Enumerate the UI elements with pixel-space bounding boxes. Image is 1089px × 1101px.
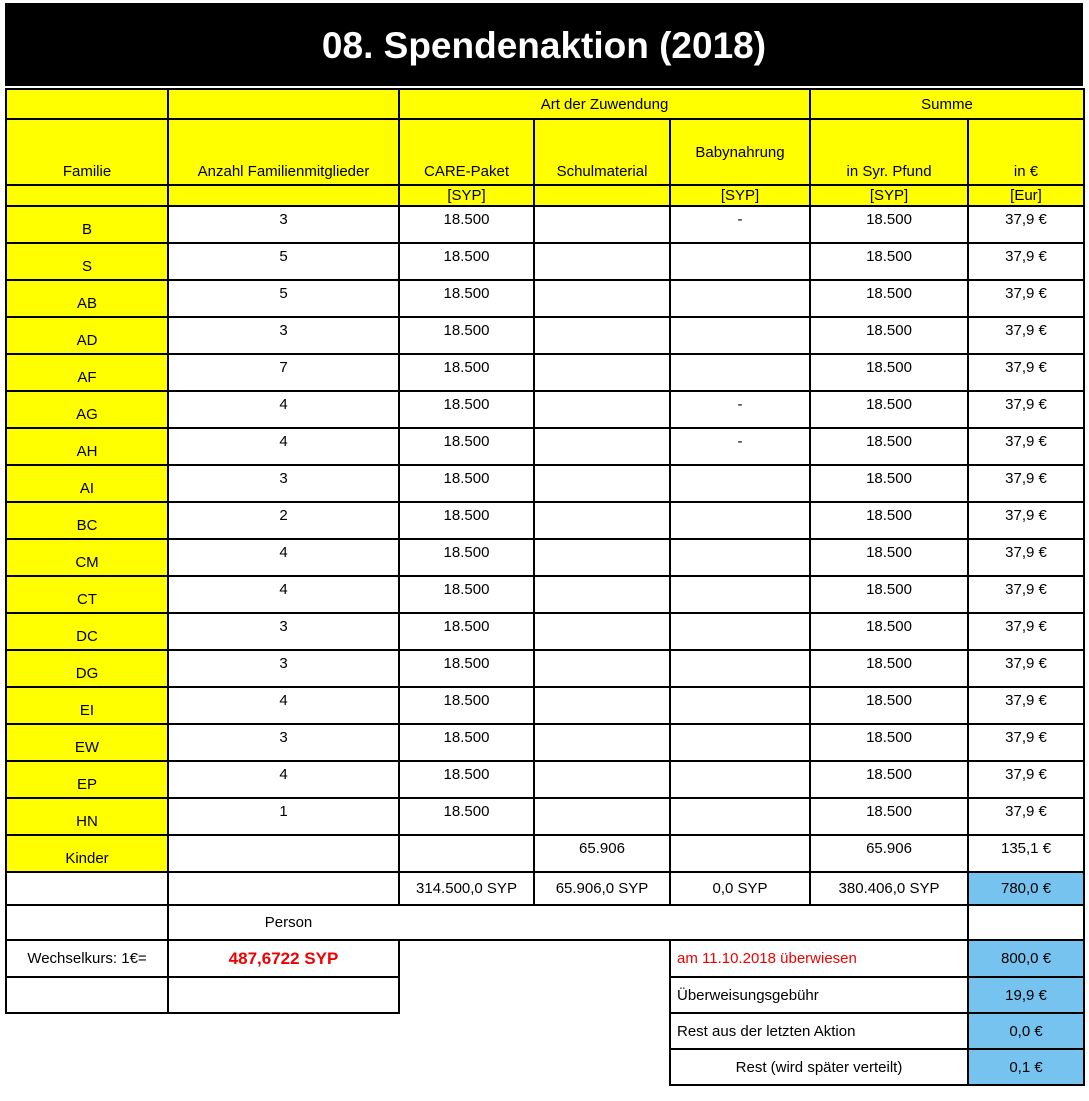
eur-cell: 37,9 € [968,206,1084,243]
eur-cell: 37,9 € [968,539,1084,576]
summary-row [6,977,1084,1013]
members-cell: 3 [168,206,399,243]
baby-cell [670,687,810,724]
eur-cell: 37,9 € [968,354,1084,391]
exchange-label: Wechselkurs: 1€= [6,940,168,977]
exchange-value: 487,6722 SYP [168,940,399,977]
family-cell: B [6,206,168,243]
care-cell: 18.500 [399,502,534,539]
family-cell: EI [6,687,168,724]
baby-cell [670,502,810,539]
baby-cell [670,243,810,280]
total-pfund: 380.406,0 SYP [810,872,968,905]
exchange-row [6,940,1084,977]
pfund-cell: 18.500 [810,317,968,354]
family-cell: S [6,243,168,280]
eur-cell: 37,9 € [968,687,1084,724]
summary-label-gebuehr: Überweisungsgebühr [670,977,968,1013]
baby-cell [670,280,810,317]
spacer-cell [168,977,399,1013]
eur-cell: 37,9 € [968,280,1084,317]
spacer-cell [534,185,670,206]
members-cell: 3 [168,724,399,761]
members-cell: 3 [168,650,399,687]
baby-cell: - [670,391,810,428]
pfund-cell: 18.500 [810,428,968,465]
baby-cell [670,761,810,798]
schul-cell [534,465,670,502]
pfund-cell: 18.500 [810,206,968,243]
table-row [6,354,1084,391]
care-cell: 18.500 [399,798,534,835]
care-cell: 18.500 [399,354,534,391]
care-cell: 18.500 [399,724,534,761]
pfund-cell: 18.500 [810,724,968,761]
baby-cell [670,724,810,761]
baby-cell: - [670,206,810,243]
blank-area [6,1013,670,1049]
members-cell: 5 [168,280,399,317]
donation-table [5,88,1085,1086]
pfund-cell: 18.500 [810,613,968,650]
schul-cell: 65.906 [534,835,670,872]
unit-care: [SYP] [399,185,534,206]
table-row [6,613,1084,650]
person-label: Person [264,914,313,931]
schul-cell [534,354,670,391]
members-cell [168,835,399,872]
care-cell: 18.500 [399,243,534,280]
col-header-anzahl: Anzahl Familienmitglieder [168,119,399,185]
baby-cell [670,576,810,613]
eur-cell: 37,9 € [968,502,1084,539]
table-row [6,650,1084,687]
family-cell: DC [6,613,168,650]
table-row [6,502,1084,539]
members-cell: 3 [168,465,399,502]
baby-cell [670,613,810,650]
totals-row [6,872,1084,905]
eur-cell: 135,1 € [968,835,1084,872]
col-header-syr-pfund: in Syr. Pfund [810,119,968,185]
family-cell: CM [6,539,168,576]
pfund-cell: 18.500 [810,761,968,798]
eur-cell: 37,9 € [968,243,1084,280]
table-row [6,317,1084,354]
family-cell: HN [6,798,168,835]
units-row [6,185,1084,206]
family-cell: EW [6,724,168,761]
eur-cell: 37,9 € [968,761,1084,798]
family-cell: Kinder [6,835,168,872]
care-cell: 18.500 [399,761,534,798]
eur-cell: 37,9 € [968,576,1084,613]
family-cell: BC [6,502,168,539]
eur-cell: 37,9 € [968,798,1084,835]
family-cell: AD [6,317,168,354]
schul-cell [534,724,670,761]
summary-value-rest-spaeter: 0,1 € [968,1049,1084,1085]
care-cell: 18.500 [399,539,534,576]
pfund-cell: 65.906 [810,835,968,872]
col-header-schulmaterial: Schulmaterial [534,119,670,185]
care-cell: 18.500 [399,206,534,243]
blank-area [6,1049,670,1085]
schul-cell [534,539,670,576]
spacer-cell [6,905,168,940]
table-row [6,539,1084,576]
schul-cell [534,391,670,428]
pfund-cell: 18.500 [810,391,968,428]
pfund-cell: 18.500 [810,354,968,391]
eur-cell: 37,9 € [968,391,1084,428]
table-row-kinder [6,835,1084,872]
family-cell: AG [6,391,168,428]
pfund-cell: 18.500 [810,502,968,539]
eur-cell: 37,9 € [968,428,1084,465]
care-cell: 18.500 [399,465,534,502]
schul-cell [534,798,670,835]
total-care: 314.500,0 SYP [399,872,534,905]
members-cell: 3 [168,317,399,354]
members-cell: 3 [168,613,399,650]
blank-area [399,940,670,977]
eur-cell: 37,9 € [968,465,1084,502]
table-row [6,576,1084,613]
summary-value-gebuehr: 19,9 € [968,977,1084,1013]
spacer-cell [168,89,399,119]
spacer-cell [6,185,168,206]
members-cell: 4 [168,428,399,465]
spacer-cell [6,977,168,1013]
summary-value-rest-letzte: 0,0 € [968,1013,1084,1049]
schul-cell [534,613,670,650]
members-cell: 4 [168,761,399,798]
col-header-familie: Familie [6,119,168,185]
baby-cell: - [670,428,810,465]
family-cell: AI [6,465,168,502]
summary-label-ueberwiesen: am 11.10.2018 überwiesen [670,940,968,977]
family-cell: AH [6,428,168,465]
eur-cell: 37,9 € [968,613,1084,650]
baby-cell [670,798,810,835]
baby-cell [670,539,810,576]
total-eur: 780,0 € [968,872,1084,905]
table-row [6,243,1084,280]
col-header-care-paket: CARE-Paket [399,119,534,185]
schul-cell [534,280,670,317]
baby-cell [670,465,810,502]
table-row [6,465,1084,502]
schul-cell [534,761,670,798]
group-header-row [6,89,1084,119]
family-cell: EP [6,761,168,798]
person-row [6,905,1084,940]
group-header-summe: Summe [810,89,1084,119]
column-header-row [6,119,1084,185]
eur-cell: 37,9 € [968,317,1084,354]
schul-cell [534,317,670,354]
schul-cell [534,650,670,687]
baby-cell [670,317,810,354]
summary-label-rest-letzte: Rest aus der letzten Aktion [670,1013,968,1049]
unit-baby: [SYP] [670,185,810,206]
table-row [6,798,1084,835]
pfund-cell: 18.500 [810,798,968,835]
care-cell: 18.500 [399,317,534,354]
eur-cell: 37,9 € [968,650,1084,687]
pfund-cell: 18.500 [810,280,968,317]
care-cell: 18.500 [399,613,534,650]
care-cell [399,835,534,872]
schul-cell [534,428,670,465]
members-cell: 5 [168,243,399,280]
family-cell: AB [6,280,168,317]
schul-cell [534,502,670,539]
table-row [6,724,1084,761]
members-cell: 2 [168,502,399,539]
pfund-cell: 18.500 [810,465,968,502]
summary-value-ueberwiesen: 800,0 € [968,940,1084,977]
schul-cell [534,243,670,280]
pfund-cell: 18.500 [810,243,968,280]
total-schul: 65.906,0 SYP [534,872,670,905]
care-cell: 18.500 [399,687,534,724]
unit-eur: [Eur] [968,185,1084,206]
col-header-babynahrung: Babynahrung [670,119,810,185]
page-title: 08. Spendenaktion (2018) [5,3,1083,86]
members-cell: 1 [168,798,399,835]
baby-cell [670,354,810,391]
members-cell: 4 [168,576,399,613]
spacer-cell [968,905,1084,940]
table-row [6,280,1084,317]
pfund-cell: 18.500 [810,687,968,724]
spacer-cell [168,872,399,905]
summary-label-rest-spaeter: Rest (wird später verteilt) [670,1049,968,1085]
baby-cell [670,835,810,872]
table-row [6,687,1084,724]
care-cell: 18.500 [399,576,534,613]
members-cell: 7 [168,354,399,391]
spacer-cell [168,185,399,206]
group-header-zuwendung: Art der Zuwendung [399,89,810,119]
eur-cell: 37,9 € [968,724,1084,761]
table-row [6,206,1084,243]
schul-cell [534,206,670,243]
care-cell: 18.500 [399,650,534,687]
members-cell: 4 [168,687,399,724]
care-cell: 18.500 [399,391,534,428]
family-cell: AF [6,354,168,391]
col-header-eur: in € [968,119,1084,185]
summary-row [6,1013,1084,1049]
summary-row [6,1049,1084,1085]
family-cell: DG [6,650,168,687]
table-row [6,761,1084,798]
schul-cell [534,576,670,613]
schul-cell [534,687,670,724]
unit-pfund: [SYP] [810,185,968,206]
members-cell: 4 [168,391,399,428]
care-cell: 18.500 [399,428,534,465]
members-cell: 4 [168,539,399,576]
spacer-cell [6,872,168,905]
baby-cell [670,650,810,687]
spacer-cell [6,89,168,119]
table-row [6,391,1084,428]
family-cell: CT [6,576,168,613]
pfund-cell: 18.500 [810,539,968,576]
pfund-cell: 18.500 [810,576,968,613]
blank-area [399,977,670,1013]
care-cell: 18.500 [399,280,534,317]
total-baby: 0,0 SYP [670,872,810,905]
pfund-cell: 18.500 [810,650,968,687]
person-cell [168,905,968,940]
table-row [6,428,1084,465]
